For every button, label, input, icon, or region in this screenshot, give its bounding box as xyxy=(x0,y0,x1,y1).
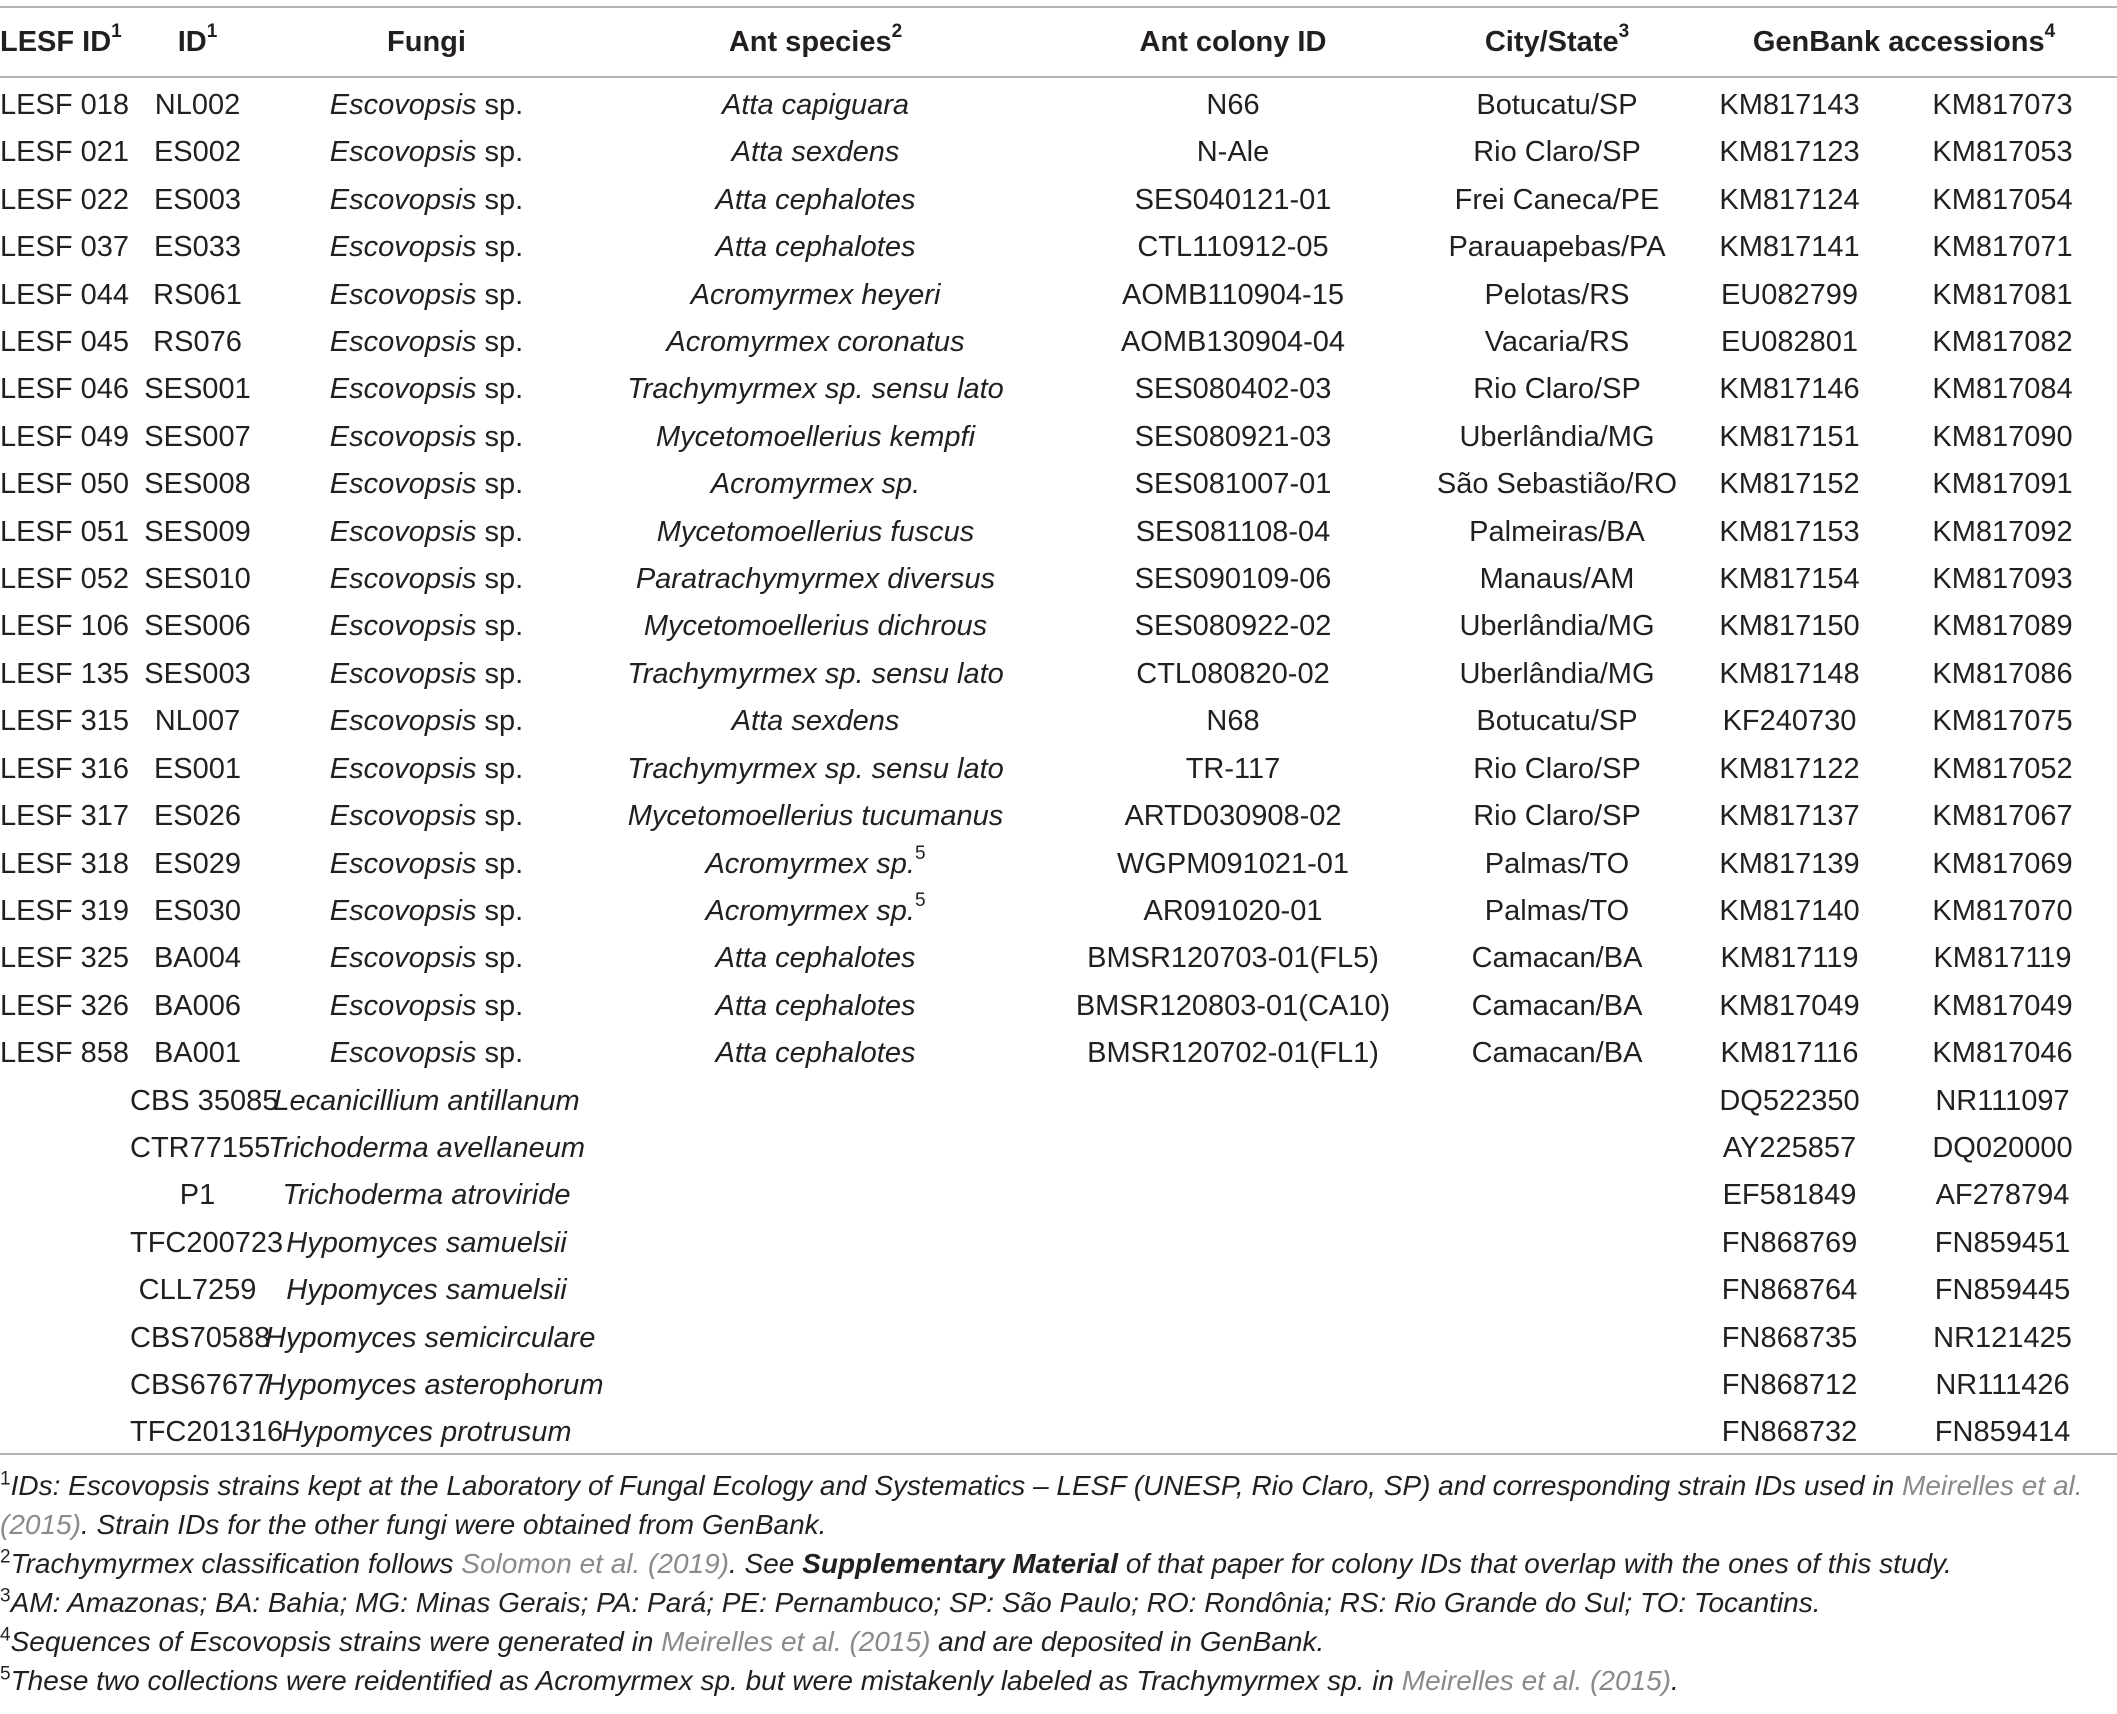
cell-genbank-1: EU082799 xyxy=(1720,278,1859,311)
footnote-4: $^4$Sequences of Escovopsis strains were generated in Meirelles et al. (2015) and are deposited in GenBank. xyxy=(0,1624,1325,1657)
cell-genbank-2: KM817086 xyxy=(1932,657,2073,690)
table-row xyxy=(0,509,2117,556)
cell-genbank-2: NR121425 xyxy=(1933,1321,2072,1354)
table-row xyxy=(0,1172,2117,1219)
cell-genbank-1: KM817143 xyxy=(1719,89,1860,121)
table-row xyxy=(0,603,2117,650)
cell-ant-colony-id: CTL110912-05 xyxy=(1137,231,1329,264)
footnote-3: $^3$AM: Amazonas; BA: Bahia; MG: Minas Gerais; PA: Pará; PE: Pernambuco; SP: São Paulo; RO: Rondônia; RS: Rio Grande do Sul; TO: Tocantins. xyxy=(0,1585,1821,1618)
cell-city-state xyxy=(1423,1409,1691,1456)
cell-lesf-id: LESF 022 xyxy=(0,183,129,216)
table-row xyxy=(0,1315,2117,1362)
cell-genbank-1: EU082801 xyxy=(1720,326,1859,359)
citation-link[interactable]: Meirelles et al. (2015) xyxy=(661,1626,931,1657)
cell-lesf-id xyxy=(0,1220,130,1267)
cell-ant-species xyxy=(588,1362,1043,1409)
cell-genbank-2: KM817049 xyxy=(1932,989,2073,1022)
cell-ant-species: Paratrachymyrmex diversus xyxy=(635,563,996,596)
cell-fungi: Escovopsis sp. xyxy=(329,373,524,406)
cell-city-state xyxy=(1423,1362,1691,1409)
cell-genbank-2: KM817073 xyxy=(1932,89,2073,121)
cell-city-state: Palmas/TO xyxy=(1484,847,1630,880)
cell-genbank-1: EF581849 xyxy=(1722,1179,1857,1212)
table-row xyxy=(0,746,2117,793)
cell-id: SES008 xyxy=(144,468,251,501)
cell-genbank-1: DQ522350 xyxy=(1719,1084,1860,1117)
table-row xyxy=(0,319,2117,366)
cell-ant-colony-id: CTL080820-02 xyxy=(1136,657,1330,690)
cell-genbank-2: KM817069 xyxy=(1932,847,2073,880)
cell-genbank-1: KM817140 xyxy=(1719,894,1860,927)
cell-lesf-id xyxy=(0,1267,130,1314)
cell-genbank-1: FN868764 xyxy=(1721,1274,1858,1307)
col-header-city-state: City/State$^3$ xyxy=(1484,21,1630,58)
table-row xyxy=(0,366,2117,413)
cell-fungi: Escovopsis sp. xyxy=(329,136,524,169)
cell-fungi: Trichoderma avellaneum xyxy=(268,1131,585,1164)
cell-id: ES001 xyxy=(153,752,242,785)
cell-genbank-1: KM817153 xyxy=(1719,515,1860,548)
cell-genbank-1: KF240730 xyxy=(1722,705,1857,738)
footnote-2: $^2$Trachymyrmex classification follows Solomon et al. (2019). See Supplementary Material of that paper for colony IDs that overlap with the ones of this study. xyxy=(0,1546,1952,1579)
cell-genbank-1: KM817148 xyxy=(1719,657,1860,690)
cell-id: SES007 xyxy=(144,420,251,453)
cell-fungi: Escovopsis sp. xyxy=(329,894,524,927)
cell-ant-colony-id: SES081007-01 xyxy=(1134,468,1332,501)
cell-ant-species: Mycetomoellerius dichrous xyxy=(643,610,988,643)
cell-genbank-2: KM817053 xyxy=(1932,136,2073,169)
cell-city-state xyxy=(1423,1267,1691,1314)
cell-fungi: Hypomyces semicirculare xyxy=(265,1321,596,1354)
cell-city-state: Rio Claro/SP xyxy=(1473,373,1641,406)
cell-ant-species: Trachymyrmex sp. sensu lato xyxy=(627,657,1004,690)
cell-genbank-1: KM817154 xyxy=(1719,563,1860,596)
cell-genbank-2: KM817091 xyxy=(1932,468,2073,501)
table-row xyxy=(0,935,2117,982)
cell-ant-species xyxy=(588,1220,1043,1267)
cell-genbank-2: KM817071 xyxy=(1932,231,2073,264)
table-row xyxy=(0,414,2117,461)
cell-ant-colony-id: N66 xyxy=(1206,89,1260,121)
cell-lesf-id: LESF 315 xyxy=(0,705,129,738)
cell-city-state: Uberlândia/MG xyxy=(1459,420,1655,453)
cell-genbank-1: FN868732 xyxy=(1721,1416,1858,1449)
col-header-ant-species: Ant species$^2$ xyxy=(728,21,903,58)
cell-ant-colony-id xyxy=(1043,1220,1423,1267)
table-row xyxy=(0,1030,2117,1077)
cell-city-state: Palmeiras/BA xyxy=(1469,515,1645,548)
cell-city-state: Botucatu/SP xyxy=(1476,705,1638,738)
cell-ant-species: Acromyrmex sp.$^5$ xyxy=(705,842,926,880)
cell-genbank-1: KM817146 xyxy=(1719,373,1860,406)
cell-id: ES029 xyxy=(153,847,242,880)
cell-fungi: Escovopsis sp. xyxy=(329,989,524,1022)
cell-ant-species xyxy=(588,1078,1043,1125)
cell-genbank-1: KM817150 xyxy=(1719,610,1860,643)
cell-lesf-id xyxy=(0,1078,130,1125)
cell-ant-colony-id: BMSR120702-01(FL1) xyxy=(1087,1037,1379,1070)
cell-lesf-id xyxy=(0,1172,130,1219)
cell-id: CBS67677 xyxy=(130,1368,271,1401)
cell-genbank-2: KM817082 xyxy=(1932,326,2073,359)
table-row xyxy=(0,1078,2117,1125)
cell-fungi: Escovopsis sp. xyxy=(329,847,524,880)
cell-fungi: Escovopsis sp. xyxy=(329,231,524,264)
cell-id: ES003 xyxy=(153,183,242,216)
col-header-genbank: GenBank accessions$^4$ xyxy=(1752,21,2056,58)
cell-city-state: Botucatu/SP xyxy=(1476,89,1638,121)
cell-lesf-id: LESF 326 xyxy=(0,989,129,1022)
table-row xyxy=(0,1125,2117,1172)
cell-ant-colony-id xyxy=(1043,1172,1423,1219)
cell-ant-colony-id xyxy=(1043,1125,1423,1172)
cell-city-state: Manaus/AM xyxy=(1479,563,1635,596)
cell-lesf-id xyxy=(0,1362,130,1409)
cell-genbank-1: KM817123 xyxy=(1719,136,1860,169)
cell-genbank-2: NR111097 xyxy=(1935,1084,2070,1117)
cell-fungi: Escovopsis sp. xyxy=(329,278,524,311)
cell-lesf-id: LESF 316 xyxy=(0,752,129,785)
cell-city-state: Rio Claro/SP xyxy=(1473,752,1641,785)
cell-ant-species: Atta cephalotes xyxy=(715,1037,916,1070)
cell-ant-species: Acromyrmex sp.$^5$ xyxy=(705,890,926,927)
cell-lesf-id: LESF 318 xyxy=(0,847,129,880)
table-row xyxy=(0,1362,2117,1409)
cell-lesf-id: LESF 044 xyxy=(0,278,129,311)
cell-city-state: Parauapebas/PA xyxy=(1448,231,1666,264)
cell-lesf-id: LESF 858 xyxy=(0,1037,129,1070)
cell-genbank-1: FN868769 xyxy=(1721,1226,1858,1259)
cell-city-state: Rio Claro/SP xyxy=(1473,800,1641,833)
cell-genbank-2: KM817090 xyxy=(1932,420,2073,453)
cell-genbank-1: FN868712 xyxy=(1721,1368,1858,1401)
cell-city-state: Palmas/TO xyxy=(1484,894,1630,927)
cell-ant-species: Mycetomoellerius kempfi xyxy=(655,420,976,453)
cell-id: NL002 xyxy=(154,89,241,121)
cell-genbank-2: KM817067 xyxy=(1932,800,2073,833)
cell-ant-species: Atta capiguara xyxy=(721,89,909,121)
cell-city-state: Uberlândia/MG xyxy=(1459,610,1655,643)
cell-fungi: Escovopsis sp. xyxy=(329,752,524,785)
citation-link[interactable]: (2015) xyxy=(0,1509,81,1540)
cell-city-state: Pelotas/RS xyxy=(1484,278,1630,311)
cell-lesf-id: LESF 037 xyxy=(0,231,129,264)
cell-fungi: Escovopsis sp. xyxy=(329,420,524,453)
cell-ant-colony-id: N-Ale xyxy=(1196,136,1270,169)
footnote-1: $^1$IDs: Escovopsis strains kept at the Laboratory of Fungal Ecology and Systematics – LESF (UNESP, Rio Claro, SP) and corresponding strain IDs used in Meirelles et al. (2015). Strain IDs for the other fungi were obtained from GenBank. xyxy=(0,1468,2083,1540)
cell-genbank-1: KM817116 xyxy=(1720,1037,1859,1070)
table-row xyxy=(0,983,2117,1030)
cell-id: SES006 xyxy=(144,610,251,643)
cell-ant-colony-id: WGPM091021-01 xyxy=(1116,847,1350,880)
cell-ant-species: Acromyrmex coronatus xyxy=(666,326,965,359)
table-row xyxy=(0,272,2117,319)
cell-genbank-1: KM817119 xyxy=(1720,942,1859,975)
cell-ant-colony-id: BMSR120803-01(CA10) xyxy=(1075,989,1391,1022)
col-header-lesf-id: LESF $ID^1$ xyxy=(0,21,122,58)
cell-id: CTR77155 xyxy=(130,1131,271,1164)
cell-genbank-2: KM817092 xyxy=(1932,515,2073,548)
table-row xyxy=(0,793,2117,840)
table-row xyxy=(0,888,2117,935)
citation-link[interactable]: Meirelles et al. xyxy=(1902,1470,2083,1501)
supplementary-link[interactable]: Supplementary Material xyxy=(802,1548,1119,1579)
table-row xyxy=(0,698,2117,745)
cell-ant-colony-id: SES080922-02 xyxy=(1134,610,1332,643)
cell-id: BA001 xyxy=(153,1037,242,1070)
table-row xyxy=(0,72,2117,129)
cell-ant-colony-id: SES080921-03 xyxy=(1134,420,1332,453)
footnote-5: $^5$These two collections were reidentified as Acromyrmex sp. but were mistakenly labeled as Trachymyrmex sp. in Meirelles et al. (2015). xyxy=(0,1663,1679,1696)
cell-fungi: Escovopsis sp. xyxy=(329,705,524,738)
cell-lesf-id: LESF 051 xyxy=(0,515,129,548)
cell-id: SES010 xyxy=(144,563,251,596)
cell-city-state: Camacan/BA xyxy=(1471,989,1643,1022)
cell-fungi: Escovopsis sp. xyxy=(329,326,524,359)
cell-ant-colony-id: ARTD030908-02 xyxy=(1124,800,1342,833)
cell-city-state: Camacan/BA xyxy=(1471,942,1643,975)
cell-lesf-id xyxy=(0,1125,130,1172)
cell-lesf-id: LESF 021 xyxy=(0,136,129,169)
cell-city-state: Frei Caneca/PE xyxy=(1454,183,1660,216)
cell-id: ES026 xyxy=(153,800,242,833)
table-row xyxy=(0,556,2117,603)
cell-fungi: Hypomyces samuelsii xyxy=(286,1226,567,1259)
cell-ant-species xyxy=(588,1125,1043,1172)
cell-lesf-id: LESF 325 xyxy=(0,942,129,975)
cell-fungi: Escovopsis sp. xyxy=(329,515,524,548)
table-row xyxy=(0,177,2117,224)
cell-genbank-2: KM817046 xyxy=(1932,1037,2073,1070)
cell-ant-colony-id xyxy=(1043,1267,1423,1314)
table-row xyxy=(0,841,2117,888)
cell-ant-colony-id: N68 xyxy=(1206,705,1260,738)
cell-fungi: Escovopsis sp. xyxy=(329,1037,524,1070)
cell-lesf-id: LESF 046 xyxy=(0,373,129,406)
header-row xyxy=(0,12,2117,72)
cell-lesf-id: LESF 050 xyxy=(0,468,129,501)
cell-genbank-2: DQ020000 xyxy=(1932,1131,2073,1164)
cell-lesf-id: LESF 135 xyxy=(0,657,129,690)
cell-fungi: Lecanicillium antillanum xyxy=(273,1084,580,1117)
cell-lesf-id: LESF 052 xyxy=(0,563,129,596)
cell-ant-species: Atta cephalotes xyxy=(715,231,916,264)
cell-ant-colony-id xyxy=(1043,1409,1423,1456)
cell-city-state: Camacan/BA xyxy=(1471,1037,1643,1070)
cell-city-state xyxy=(1423,1125,1691,1172)
cell-city-state: Vacaria/RS xyxy=(1484,326,1630,359)
cell-ant-species: Atta sexdens xyxy=(731,136,900,169)
table-row xyxy=(0,461,2117,508)
cell-city-state xyxy=(1423,1172,1691,1219)
cell-genbank-1: KM817141 xyxy=(1719,231,1860,264)
table-row xyxy=(0,1220,2117,1267)
table-row xyxy=(0,1267,2117,1314)
cell-ant-species: Acromyrmex heyeri xyxy=(690,278,941,311)
cell-id: ES002 xyxy=(153,136,242,169)
cell-id: ES030 xyxy=(153,894,242,927)
cell-ant-colony-id: BMSR120703-01(FL5) xyxy=(1087,942,1379,975)
cell-fungi: Escovopsis sp. xyxy=(329,468,524,501)
cell-lesf-id: LESF 018 xyxy=(0,89,129,121)
table-row xyxy=(0,129,2117,176)
cell-id: BA006 xyxy=(153,989,242,1022)
cell-genbank-2: KM817054 xyxy=(1932,183,2073,216)
cell-ant-species: Trachymyrmex sp. sensu lato xyxy=(627,373,1004,406)
cell-id: RS076 xyxy=(153,326,242,359)
col-header-ant-colony-id: Ant colony ID xyxy=(1139,26,1327,58)
cell-genbank-2: KM817093 xyxy=(1932,563,2073,596)
cell-ant-colony-id: SES090109-06 xyxy=(1134,563,1332,596)
cell-fungi: Trichoderma atroviride xyxy=(282,1179,571,1212)
cell-genbank-1: AY225857 xyxy=(1722,1131,1857,1164)
cell-fungi: Escovopsis sp. xyxy=(329,183,524,216)
cell-ant-species: Mycetomoellerius fuscus xyxy=(656,515,975,548)
cell-ant-species xyxy=(588,1267,1043,1314)
cell-genbank-2: KM817119 xyxy=(1933,942,2072,975)
cell-fungi: Hypomyces samuelsii xyxy=(286,1274,567,1307)
cell-id: P1 xyxy=(179,1179,216,1212)
table-row xyxy=(0,651,2117,698)
cell-ant-colony-id: SES080402-03 xyxy=(1134,373,1332,406)
cell-ant-species: Atta cephalotes xyxy=(715,989,916,1022)
cell-lesf-id: LESF 049 xyxy=(0,420,129,453)
data-table xyxy=(0,12,2117,1457)
cell-fungi: Hypomyces asterophorum xyxy=(265,1368,604,1401)
cell-id: SES009 xyxy=(144,515,251,548)
cell-genbank-1: KM817139 xyxy=(1719,847,1860,880)
cell-genbank-1: KM817151 xyxy=(1719,420,1860,453)
col-header-fungi: Fungi xyxy=(387,26,466,58)
cell-ant-species xyxy=(588,1315,1043,1362)
cell-fungi: Escovopsis sp. xyxy=(329,89,524,121)
cell-id: NL007 xyxy=(154,705,241,738)
cell-fungi: Escovopsis sp. xyxy=(329,657,524,690)
cell-genbank-2: FN859445 xyxy=(1934,1274,2071,1307)
cell-ant-species: Acromyrmex sp. xyxy=(710,468,921,501)
cell-genbank-2: KM817081 xyxy=(1932,278,2073,311)
cell-id: SES003 xyxy=(144,657,251,690)
cell-lesf-id xyxy=(0,1409,130,1456)
cell-ant-species: Trachymyrmex sp. sensu lato xyxy=(627,752,1004,785)
cell-ant-species xyxy=(588,1172,1043,1219)
cell-city-state: São Sebastião/RO xyxy=(1436,468,1678,501)
table-body xyxy=(0,72,2117,1457)
cell-genbank-2: KM817070 xyxy=(1932,894,2073,927)
cell-id: BA004 xyxy=(153,942,242,975)
cell-genbank-1: KM817137 xyxy=(1719,800,1860,833)
cell-id: RS061 xyxy=(153,278,242,311)
cell-id: CLL7259 xyxy=(138,1274,257,1307)
cell-lesf-id: LESF 317 xyxy=(0,800,129,833)
table-row xyxy=(0,1409,2117,1456)
cell-lesf-id: LESF 106 xyxy=(0,610,129,643)
cell-ant-colony-id: AR091020-01 xyxy=(1143,894,1323,927)
cell-city-state xyxy=(1423,1315,1691,1362)
cell-id: CBS70588 xyxy=(130,1321,271,1354)
cell-city-state xyxy=(1423,1220,1691,1267)
cell-fungi: Hypomyces protrusum xyxy=(281,1416,572,1449)
citation-link[interactable]: Meirelles et al. (2015) xyxy=(1401,1665,1672,1696)
cell-city-state xyxy=(1423,1078,1691,1125)
cell-ant-colony-id: AOMB130904-04 xyxy=(1120,326,1346,359)
cell-fungi: Escovopsis sp. xyxy=(329,800,524,833)
cell-genbank-1: KM817152 xyxy=(1719,468,1860,501)
cell-ant-colony-id: AOMB110904-15 xyxy=(1122,278,1344,311)
cell-id: ES033 xyxy=(153,231,242,264)
cell-genbank-1: KM817124 xyxy=(1719,183,1860,216)
cell-id: SES001 xyxy=(144,373,251,406)
cell-genbank-2: KM817089 xyxy=(1932,610,2073,643)
cell-genbank-1: KM817122 xyxy=(1719,752,1860,785)
cell-lesf-id: LESF 319 xyxy=(0,894,129,927)
cell-id: TFC200723 xyxy=(130,1226,284,1259)
cell-ant-colony-id: SES081108-04 xyxy=(1135,515,1331,548)
citation-link[interactable]: Solomon et al. (2019) xyxy=(461,1548,729,1579)
col-header-id: $ID^1$ xyxy=(177,21,218,58)
cell-fungi: Escovopsis sp. xyxy=(329,942,524,975)
cell-genbank-1: FN868735 xyxy=(1721,1321,1858,1354)
cell-genbank-2: FN859414 xyxy=(1934,1416,2071,1449)
cell-genbank-2: KM817075 xyxy=(1932,705,2073,738)
cell-city-state: Rio Claro/SP xyxy=(1473,136,1641,169)
cell-ant-species: Atta sexdens xyxy=(731,705,900,738)
cell-city-state: Uberlândia/MG xyxy=(1459,657,1655,690)
cell-id: TFC201316 xyxy=(130,1416,284,1449)
cell-ant-colony-id xyxy=(1043,1315,1423,1362)
cell-ant-colony-id: TR-117 xyxy=(1185,752,1281,785)
cell-fungi: Escovopsis sp. xyxy=(329,610,524,643)
cell-ant-colony-id xyxy=(1043,1078,1423,1125)
cell-genbank-2: AF278794 xyxy=(1935,1179,2070,1212)
cell-genbank-2: KM817052 xyxy=(1932,752,2073,785)
cell-id: CBS 35085 xyxy=(130,1084,279,1117)
cell-fungi: Escovopsis sp. xyxy=(329,563,524,596)
cell-genbank-2: KM817084 xyxy=(1932,373,2073,406)
cell-ant-species: Atta cephalotes xyxy=(715,942,916,975)
cell-ant-species xyxy=(588,1409,1043,1456)
cell-lesf-id xyxy=(0,1315,130,1362)
cell-ant-colony-id xyxy=(1043,1362,1423,1409)
table-row xyxy=(0,224,2117,271)
cell-ant-colony-id: SES040121-01 xyxy=(1134,183,1332,216)
cell-genbank-2: NR111426 xyxy=(1935,1368,2070,1401)
cell-genbank-2: FN859451 xyxy=(1934,1226,2071,1259)
cell-ant-species: Mycetomoellerius tucumanus xyxy=(627,800,1004,833)
cell-ant-species: Atta cephalotes xyxy=(715,183,916,216)
cell-genbank-1: KM817049 xyxy=(1719,989,1860,1022)
top-rule xyxy=(0,6,2117,8)
cell-lesf-id: LESF 045 xyxy=(0,326,129,359)
